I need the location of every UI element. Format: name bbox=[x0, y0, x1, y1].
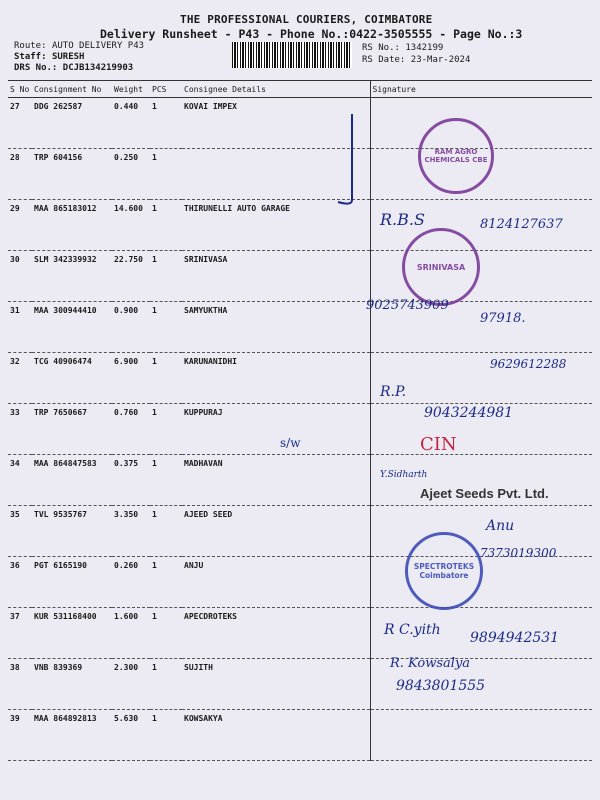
cell-sno: 39 bbox=[8, 710, 32, 761]
cell-consignment: MAA 864892813 bbox=[32, 710, 112, 761]
cell-consignment: SLM 342339932 bbox=[32, 251, 112, 302]
cell-pcs: 1 bbox=[150, 608, 182, 659]
cell-signature bbox=[370, 710, 592, 761]
cell-pcs: 1 bbox=[150, 149, 182, 200]
hand-phone-row33: 9043244981 bbox=[424, 405, 514, 421]
cell-consignee: KOWSAKYA bbox=[182, 710, 370, 761]
staff-value: SURESH bbox=[51, 52, 85, 62]
cell-consignment: PGT 6165190 bbox=[32, 557, 112, 608]
table-row bbox=[8, 659, 592, 710]
table-row bbox=[8, 149, 592, 200]
route-line bbox=[14, 41, 144, 51]
cell-weight: 0.440 bbox=[112, 98, 150, 149]
route-value: AUTO DELIVERY P43 bbox=[51, 41, 145, 51]
cell-sno: 37 bbox=[8, 608, 32, 659]
cell-consignee: KOVAI IMPEX bbox=[182, 98, 370, 149]
table-row bbox=[8, 302, 592, 353]
hand-sig-row35: Y.Sidharth bbox=[380, 470, 428, 480]
hand-sig-row39: R. Kowsalya bbox=[390, 656, 471, 671]
cell-consignment: TRP 7650667 bbox=[32, 404, 112, 455]
cell-consignment: MAA 864847583 bbox=[32, 455, 112, 506]
drs-value: DCJB134219903 bbox=[62, 63, 134, 73]
table-row bbox=[8, 251, 592, 302]
cell-sno: 36 bbox=[8, 557, 32, 608]
cell-consignee: THIRUNELLI AUTO GARAGE bbox=[182, 200, 370, 251]
hand-phone-row30: 8124127637 bbox=[480, 217, 563, 232]
cell-sno: 27 bbox=[8, 98, 32, 149]
cell-consignee: APECDROTEKS bbox=[182, 608, 370, 659]
cell-consignment: TRP 604156 bbox=[32, 149, 112, 200]
cell-consignment: VNB 839369 bbox=[32, 659, 112, 710]
cell-sno: 33 bbox=[8, 404, 32, 455]
drs-line bbox=[14, 63, 133, 73]
cell-consignment: MAA 865183012 bbox=[32, 200, 112, 251]
cell-weight: 3.350 bbox=[112, 506, 150, 557]
cell-sno: 31 bbox=[8, 302, 32, 353]
ram-agro-stamp-text: RAM AGRO CHEMICALS CBE bbox=[424, 148, 488, 164]
cell-weight: 5.630 bbox=[112, 710, 150, 761]
rs-date-label: RS Date: bbox=[362, 55, 406, 65]
cell-pcs: 1 bbox=[150, 98, 182, 149]
srinivasa-stamp-text: SRINIVASA bbox=[416, 262, 466, 272]
hand-phone-row38: 9894942531 bbox=[470, 630, 560, 646]
srinivasa-stamp bbox=[402, 228, 480, 306]
hand-phone-row32: 9629612288 bbox=[490, 357, 567, 371]
staff-label: Staff: bbox=[14, 52, 47, 62]
spectroteks-stamp-text: SPECTROTEKS Coimbatore bbox=[413, 562, 475, 580]
cell-sno: 35 bbox=[8, 506, 32, 557]
col-weight: Weight bbox=[112, 81, 150, 98]
drs-label: DRS No.: bbox=[14, 63, 58, 73]
rs-no-value: 1342199 bbox=[405, 43, 444, 53]
cell-weight: 0.900 bbox=[112, 302, 150, 353]
cell-pcs: 1 bbox=[150, 659, 182, 710]
table-header bbox=[8, 81, 592, 98]
col-sno: S No bbox=[8, 81, 32, 98]
company-title: THE PROFESSIONAL COURIERS, COIMBATORE bbox=[180, 13, 433, 26]
cell-weight: 6.900 bbox=[112, 353, 150, 404]
cell-pcs: 1 bbox=[150, 710, 182, 761]
cell-consignee: MADHAVAN bbox=[182, 455, 370, 506]
cell-consignee: SUJITH bbox=[182, 659, 370, 710]
cell-consignment: MAA 300944410 bbox=[32, 302, 112, 353]
hand-slw-row34: s/w bbox=[280, 436, 301, 450]
cell-weight: 14.600 bbox=[112, 200, 150, 251]
cell-pcs: 1 bbox=[150, 404, 182, 455]
cell-consignee: SRINIVASA bbox=[182, 251, 370, 302]
cell-weight: 0.260 bbox=[112, 557, 150, 608]
cell-pcs: 1 bbox=[150, 200, 182, 251]
rs-no-label: RS No.: bbox=[362, 43, 400, 53]
col-signature: Signature bbox=[370, 81, 592, 98]
hand-sig-row38: R C.yith bbox=[384, 622, 441, 638]
hand-phone-row31: 9025743909 bbox=[366, 298, 449, 313]
table-row bbox=[8, 557, 592, 608]
cell-consignee: ANJU bbox=[182, 557, 370, 608]
barcode bbox=[232, 42, 352, 68]
hand-sig-row36: Anu bbox=[486, 518, 515, 534]
ram-agro-stamp bbox=[418, 118, 494, 194]
table-row bbox=[8, 98, 592, 149]
col-consignee: Consignee Details bbox=[182, 81, 370, 98]
route-label: Route: bbox=[14, 41, 47, 51]
cell-pcs: 1 bbox=[150, 353, 182, 404]
cell-sno: 34 bbox=[8, 455, 32, 506]
hand-cin-row34: CIN bbox=[420, 434, 457, 455]
cell-pcs: 1 bbox=[150, 506, 182, 557]
cell-consignment: KUR 531168400 bbox=[32, 608, 112, 659]
cell-weight: 0.250 bbox=[112, 149, 150, 200]
cell-consignment: TVL 9535767 bbox=[32, 506, 112, 557]
cell-weight: 1.600 bbox=[112, 608, 150, 659]
hand-sig-row30: R.B.S bbox=[380, 210, 425, 229]
cell-consignment: DDG 262587 bbox=[32, 98, 112, 149]
rs-no-line bbox=[362, 43, 443, 53]
col-consignment: Consignment No bbox=[32, 81, 112, 98]
cell-sno: 32 bbox=[8, 353, 32, 404]
cell-weight: 2.300 bbox=[112, 659, 150, 710]
cell-pcs: 1 bbox=[150, 251, 182, 302]
cell-consignment: TCG 40906474 bbox=[32, 353, 112, 404]
cell-weight: 0.760 bbox=[112, 404, 150, 455]
cell-consignee: AJEED SEED bbox=[182, 506, 370, 557]
hand-bracket bbox=[330, 110, 370, 210]
table-row bbox=[8, 710, 592, 761]
runsheet-title: Delivery Runsheet - P43 - Phone No.:0422-3505555 - Page No.:3 bbox=[100, 27, 523, 41]
cell-pcs: 1 bbox=[150, 557, 182, 608]
cell-consignee: KUPPURAJ bbox=[182, 404, 370, 455]
col-pcs: PCS bbox=[150, 81, 182, 98]
cell-weight: 0.375 bbox=[112, 455, 150, 506]
hand-sig-row33: R.P. bbox=[380, 384, 407, 400]
cell-consignee: SAMYUKTHA bbox=[182, 302, 370, 353]
rs-date-value: 23-Mar-2024 bbox=[410, 55, 471, 65]
rs-date-line bbox=[362, 55, 470, 65]
staff-line bbox=[14, 52, 84, 62]
cell-sno: 29 bbox=[8, 200, 32, 251]
spectroteks-stamp bbox=[405, 532, 483, 610]
cell-sno: 38 bbox=[8, 659, 32, 710]
hand-phone-row36: 7373019300 bbox=[480, 546, 557, 560]
cell-sno: 30 bbox=[8, 251, 32, 302]
hand-phone-row39: 9843801555 bbox=[396, 678, 486, 694]
hand-number-row32: 97918. bbox=[480, 311, 526, 326]
cell-consignee: KARUNANIDHI bbox=[182, 353, 370, 404]
cell-weight: 22.750 bbox=[112, 251, 150, 302]
cell-pcs: 1 bbox=[150, 302, 182, 353]
ajeet-seeds-logo: Ajeet Seeds Pvt. Ltd. bbox=[420, 486, 549, 501]
cell-pcs: 1 bbox=[150, 455, 182, 506]
cell-sno: 28 bbox=[8, 149, 32, 200]
